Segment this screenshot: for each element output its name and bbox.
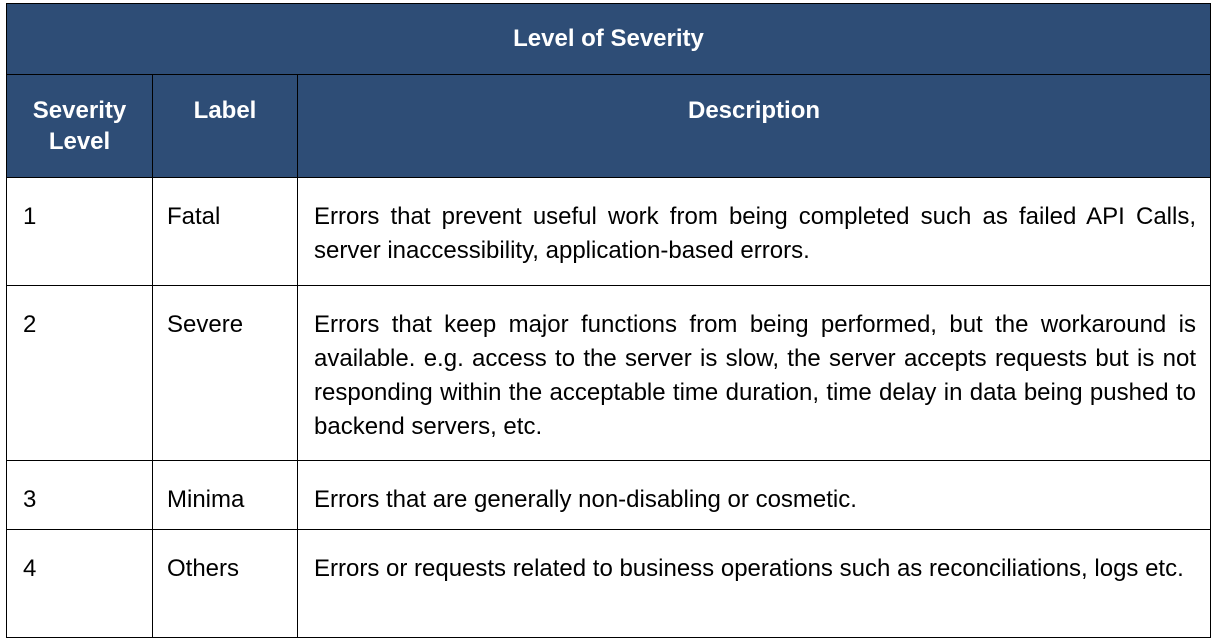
- severity-level-cell: 3: [7, 461, 153, 530]
- table-row: [7, 178, 1211, 286]
- description-cell: Errors that prevent useful work from being completed such as failed API Calls, server inaccessibility, application-based errors.: [298, 178, 1211, 286]
- label-cell: Minima: [153, 461, 298, 530]
- severity-level-cell: 4: [7, 530, 153, 638]
- description-cell: Errors that keep major functions from being performed, but the workaround is available. e.g. access to the server is slow, the server accepts requests but is not responding within the acceptable time duration, time delay in data being pushed to backend servers, etc.: [298, 286, 1211, 461]
- header-row: [7, 75, 1211, 178]
- table-row: [7, 530, 1211, 638]
- table-row: [7, 286, 1211, 461]
- severity-level-cell: 1: [7, 178, 153, 286]
- header-severity-level: Severity Level: [7, 75, 153, 178]
- severity-level-cell: 2: [7, 286, 153, 461]
- table-title: Level of Severity: [7, 4, 1211, 75]
- header-description: Description: [298, 75, 1211, 178]
- description-cell: Errors or requests related to business operations such as reconciliations, logs etc.: [298, 530, 1211, 638]
- label-cell: Fatal: [153, 178, 298, 286]
- header-label: Label: [153, 75, 298, 178]
- severity-table: [6, 3, 1211, 638]
- label-cell: Others: [153, 530, 298, 638]
- label-cell: Severe: [153, 286, 298, 461]
- table-row: [7, 461, 1211, 530]
- title-row: [7, 4, 1211, 75]
- description-cell: Errors that are generally non-disabling or cosmetic.: [298, 461, 1211, 530]
